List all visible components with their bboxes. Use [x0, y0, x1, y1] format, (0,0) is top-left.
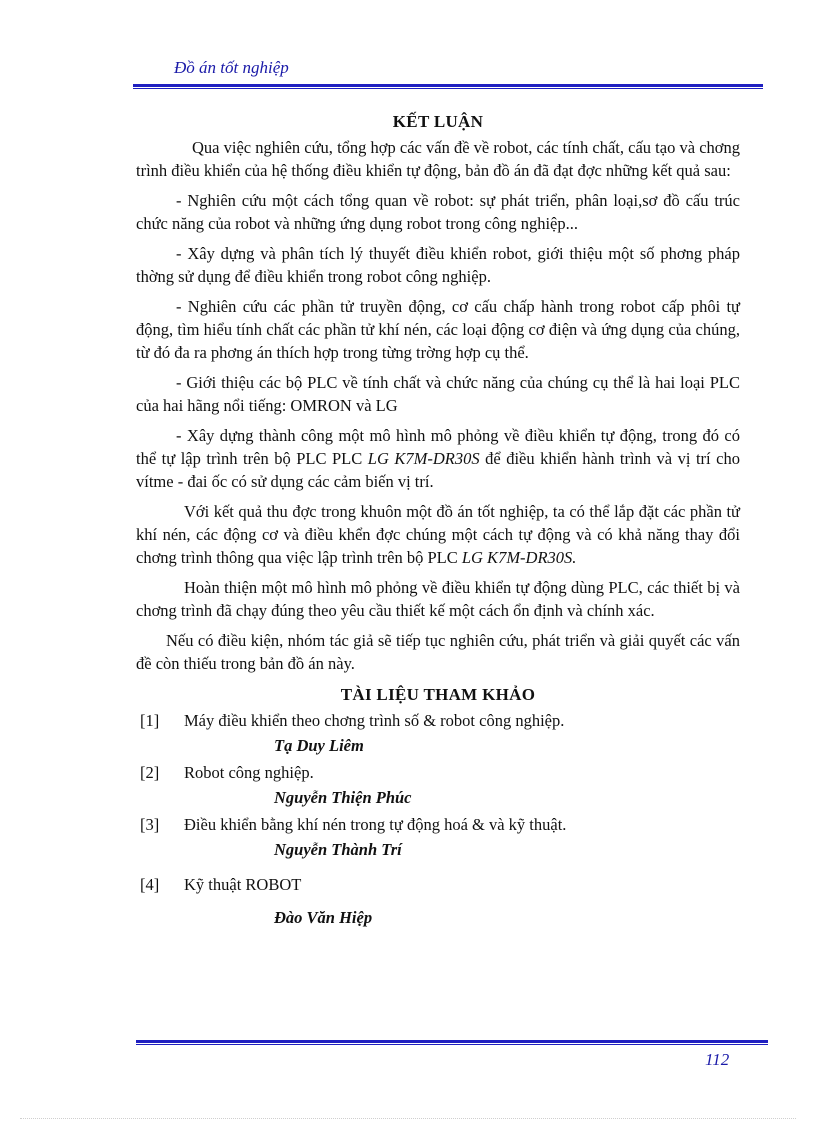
conclusion-paragraph: - Xây dựng thành công một mô hình mô phỏng về điều khiển tự động, trong đó có thể tự lập trình trên bộ PLC PLC LG K7M-DR30S để điều khiển hành trình và vị trí cho vítme - đai ốc có sử dụng các cảm biến vị trí.: [136, 426, 740, 491]
reference-title: Robot công nghiệp.: [184, 763, 314, 782]
footer-rule: [136, 1040, 768, 1045]
page-number: 112: [705, 1050, 730, 1069]
reference-item: [136, 875, 740, 900]
reference-title: Kỹ thuật ROBOT: [184, 875, 302, 894]
reference-item: [136, 763, 740, 788]
references-heading: TÀI LIỆU THAM KHẢO: [340, 685, 536, 704]
header-title: Đồ án tốt nghiệp: [174, 58, 289, 77]
conclusion-paragraph: - Nghiên cứu một cách tổng quan về robot: sự phát triển, phân loại,sơ đồ cấu trúc chức năng của robot và những ứng dụng robot trong công nghiệp...: [136, 191, 740, 233]
conclusion-paragraph: Qua việc nghiên cứu, tổng hợp các vấn đề về robot, các tính chất, cấu tạo và chơng trình điều khiển của hệ thống điều khiển tự động, bản đồ án đã đạt đợc những kết quả sau:: [136, 138, 740, 180]
reference-author: Nguyễn Thiện Phúc: [274, 788, 412, 807]
reference-author: Đào Văn Hiệp: [274, 908, 373, 927]
reference-title: Điều khiển bằng khí nén trong tự động hoá & và kỹ thuật.: [184, 815, 567, 834]
conclusion-paragraph: Hoàn thiện một mô hình mô phỏng về điều khiển tự động dùng PLC, các thiết bị và chơng trình đã chạy đúng theo yêu cầu thiết kế một cách ổn định và chính xác.: [136, 578, 740, 620]
conclusion-heading: KẾT LUẬN: [392, 112, 484, 131]
page-content: [136, 112, 740, 935]
reference-author: Nguyễn Thành Trí: [274, 840, 402, 859]
reference-number: [3]: [140, 815, 160, 834]
conclusion-paragraph: - Giới thiệu các bộ PLC về tính chất và chức năng của chúng cụ thể là hai loại PLC của hai hãng nổi tiếng: OMRON và LG: [136, 373, 740, 415]
page-edge-divider: [20, 1118, 796, 1119]
conclusion-paragraph: - Xây dựng và phân tích lý thuyết điều khiển robot, giới thiệu một số phơng pháp thờng sử dụng để điều khiển trong robot công nghiệp.: [136, 244, 740, 286]
conclusion-paragraph: Nếu có điều kiện, nhóm tác giả sẽ tiếp tục nghiên cứu, phát triển và giải quyết các vấn đề còn thiếu trong bản đồ án này.: [136, 631, 740, 673]
reference-item: [136, 815, 740, 840]
plc-model: LG K7M-DR30S: [367, 449, 480, 468]
reference-list: [136, 711, 740, 935]
conclusion-paragraph: Với kết quả thu đợc trong khuôn một đồ án tốt nghiệp, ta có thể lắp đặt các phần tử khí nén, các động cơ và điều khển đợc chúng một cách tự động và có khả năng thay đổi chơng trình thông qua việc lập trình trên bộ PLC LG K7M-DR30S.: [136, 502, 740, 567]
reference-title: Máy điều khiển theo chơng trình số & robot công nghiệp.: [184, 711, 565, 730]
reference-item: [136, 711, 740, 736]
plc-model: LG K7M-DR30S.: [461, 548, 577, 567]
reference-number: [2]: [140, 763, 160, 782]
conclusion-paragraph: - Nghiên cứu các phần tử truyền động, cơ cấu chấp hành trong robot cấp phôi tự động, tìm hiểu tính chất các phần tử khí nén, các loại động cơ điện và ứng dụng của chúng, từ đó đa ra phơng án thích hợp trong từng trờng hợp cụ thể.: [136, 297, 740, 362]
reference-number: [4]: [140, 875, 160, 894]
header-rule: [133, 84, 763, 89]
reference-number: [1]: [140, 711, 160, 730]
reference-author: Tạ Duy Liêm: [274, 736, 364, 755]
